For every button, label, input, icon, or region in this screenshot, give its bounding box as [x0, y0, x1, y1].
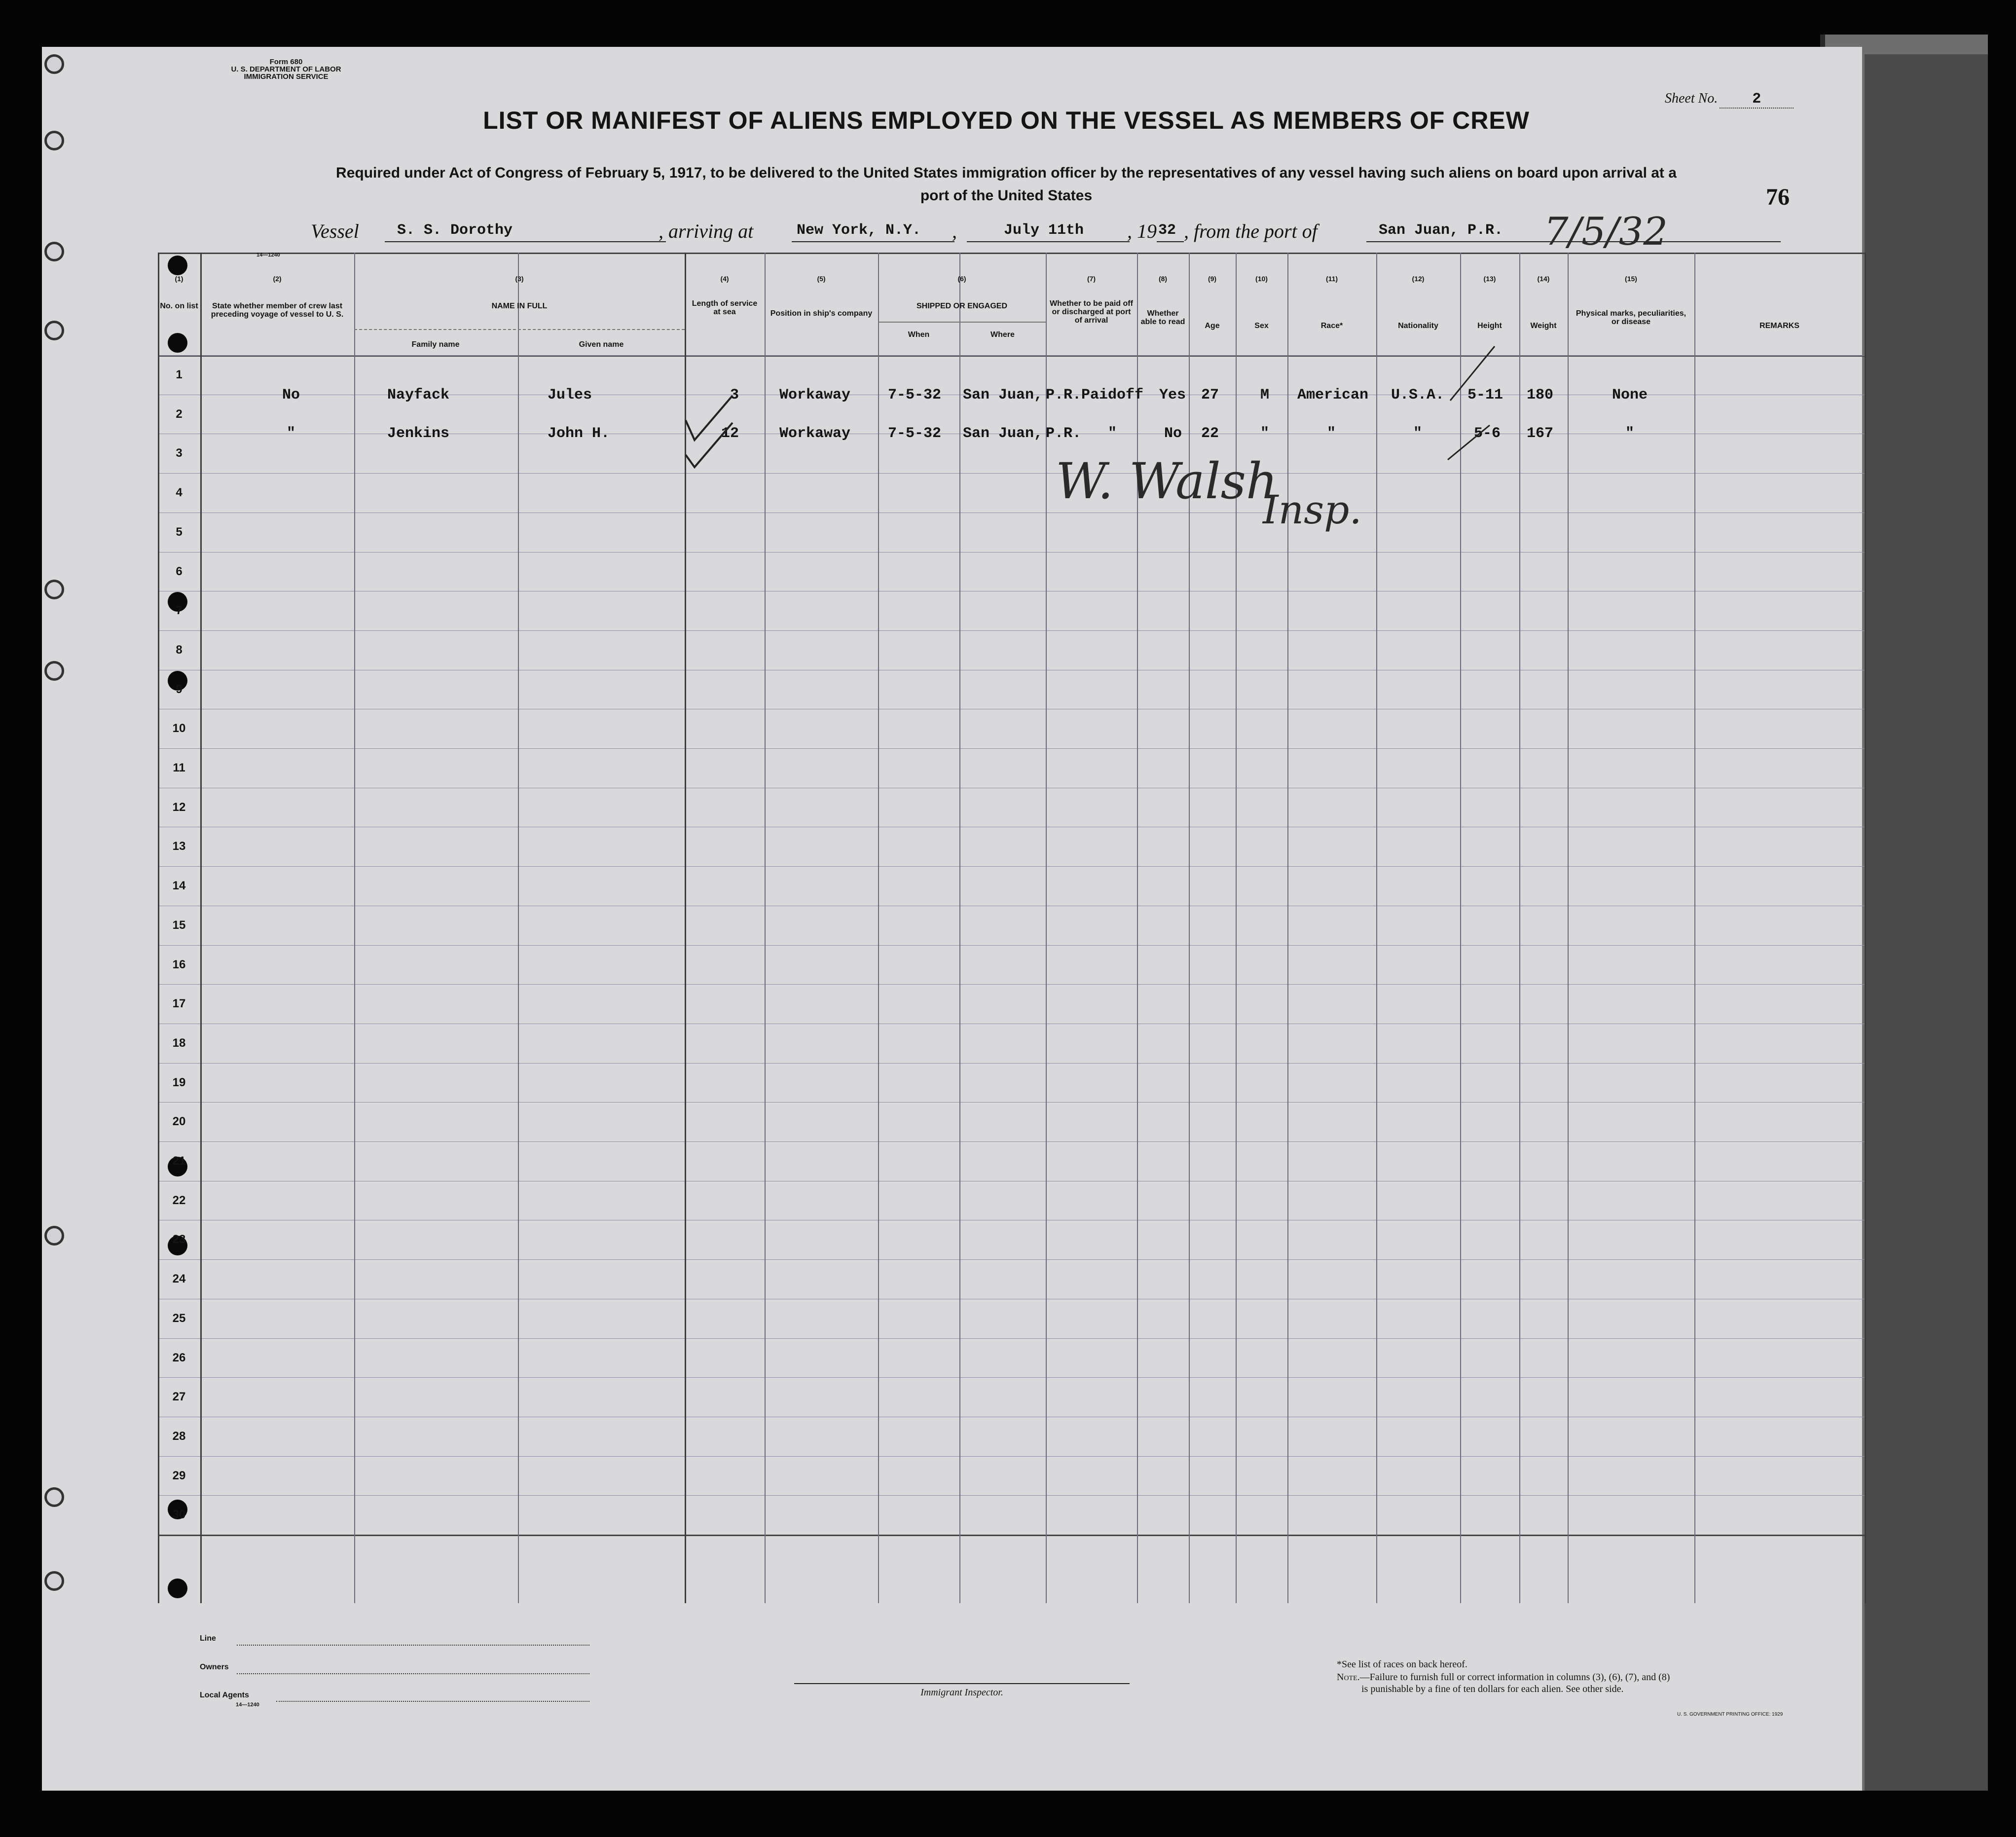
- col-num-5: (5): [817, 275, 826, 283]
- year-prefix: 19: [1137, 220, 1157, 242]
- row-rule: [158, 1456, 1865, 1457]
- from-port-label: , from the port of: [1184, 220, 1318, 242]
- binder-hole: [44, 1571, 64, 1591]
- col-header-remarks: REMARKS: [1759, 322, 1799, 330]
- row-number: 20: [172, 1115, 186, 1128]
- col-num-13: (13): [1483, 275, 1496, 283]
- col-num-8: (8): [1158, 275, 1168, 283]
- col-header-position: Position in ship's company: [770, 309, 873, 318]
- col-num-6: (6): [957, 275, 966, 283]
- row-2-family-name: Jenkins: [387, 425, 450, 442]
- footer-line-field: [200, 1634, 216, 1643]
- vessel-name-line: [385, 241, 666, 242]
- binder-hole: [44, 580, 64, 599]
- col-num-3: (3): [515, 275, 524, 283]
- row-number: 9: [176, 683, 183, 696]
- col-header-no-on-list: No. on list: [160, 302, 198, 310]
- immigrant-inspector-label: Immigrant Inspector.: [920, 1687, 1003, 1698]
- row-number: 2: [176, 407, 183, 421]
- row-1-race: American: [1297, 387, 1369, 404]
- row-1-nationality: U.S.A.: [1391, 387, 1445, 404]
- col-divider: [200, 253, 202, 1603]
- row-1-able-to-read: Yes: [1159, 387, 1186, 404]
- footer-owners-field: [200, 1663, 229, 1672]
- row-2-paid-off: P.R. ": [1046, 425, 1117, 442]
- row-number: 29: [172, 1469, 186, 1482]
- subtitle-line-1: Required under Act of Congress of February 5, 1917, to be delivered to the United States immigration officer by the representatives of any vessel having such aliens on board upon arrival at a: [336, 165, 1677, 181]
- col-num-4: (4): [720, 275, 729, 283]
- inspector-signature: W. Walsh: [1056, 452, 1278, 510]
- vessel-label: Vessel: [311, 220, 359, 242]
- row-1-length-of-service: 3: [730, 387, 739, 404]
- row-rule: [158, 945, 1865, 946]
- col-header-when: When: [908, 331, 930, 339]
- row-2-length-of-service: 12: [721, 425, 739, 442]
- binder-hole: [44, 54, 64, 74]
- year-value: 32: [1158, 222, 1176, 239]
- row-1-paid-off: P.R.Paidoff: [1046, 387, 1144, 404]
- row-2-shipped-where: San Juan,: [963, 425, 1043, 442]
- row-number: 21: [172, 1154, 186, 1168]
- table-top-rule: [158, 253, 1865, 254]
- row-number: 4: [176, 486, 183, 499]
- row-number: 30: [172, 1508, 186, 1521]
- col-header-paid-off: Whether to be paid off or discharged at port of arrival: [1050, 299, 1133, 325]
- arrival-date-line: [967, 241, 1130, 242]
- check-mark-icon: [1445, 341, 1500, 470]
- col-divider: [354, 253, 355, 1603]
- col-num-1: (1): [175, 275, 183, 283]
- page-stamp-number: 76: [1766, 184, 1790, 210]
- col-header-able-to-read: Whether able to read: [1140, 309, 1185, 326]
- binder-hole: [44, 242, 64, 261]
- check-mark-icon: [681, 322, 740, 470]
- footer-agents-field: [200, 1691, 249, 1700]
- row-number: 13: [172, 840, 186, 853]
- row-number: 6: [176, 565, 183, 578]
- row-1-shipped-where: San Juan,: [963, 387, 1043, 404]
- binder-hole: [44, 321, 64, 340]
- row-rule: [158, 630, 1865, 631]
- row-number: 15: [172, 918, 186, 932]
- row-number: 12: [172, 801, 186, 814]
- page-title: LIST OR MANIFEST OF ALIENS EMPLOYED ON THE VESSEL AS MEMBERS OF CREW: [483, 107, 1530, 134]
- vessel-line: [311, 210, 1791, 254]
- col-header-shipped-or-engaged: SHIPPED OR ENGAGED: [916, 302, 1008, 310]
- backing-sheet-edge: [1865, 54, 1988, 1791]
- row-number: 22: [172, 1194, 186, 1207]
- row-2-given-name: John H.: [548, 425, 610, 442]
- footer-agents-fill: [276, 1701, 589, 1702]
- row-2-position: Workaway: [779, 425, 851, 442]
- col-divider: [1376, 253, 1377, 1603]
- row-rule: [158, 1495, 1865, 1496]
- col-num-9: (9): [1208, 275, 1217, 283]
- row-number: 5: [176, 525, 183, 539]
- footer-agents-label: Local Agents: [200, 1691, 249, 1699]
- row-number: 16: [172, 958, 186, 971]
- col-header-where: Where: [990, 331, 1015, 339]
- col-num-14: (14): [1537, 275, 1550, 283]
- col-divider: [1694, 253, 1695, 1603]
- row-1-prev-voyage: No: [282, 387, 300, 404]
- sheet-number-value: 2: [1720, 91, 1794, 109]
- col-divider: [878, 253, 879, 1603]
- col-divider: [1046, 253, 1047, 1603]
- row-1-position: Workaway: [779, 387, 851, 404]
- footer-line-fill: [237, 1645, 589, 1646]
- row-number: 8: [176, 643, 183, 657]
- row-rule: [158, 355, 1865, 356]
- row-number: 10: [172, 722, 186, 735]
- col-divider: [1287, 253, 1288, 1603]
- col-header-length-of-service: Length of service at sea: [692, 299, 758, 316]
- arrival-port-line: [792, 241, 954, 242]
- col-header-given-name: Given name: [579, 340, 624, 349]
- footer-note: [1337, 1671, 1670, 1683]
- binder-hole: [44, 131, 64, 150]
- row-2-nationality: ": [1413, 425, 1423, 442]
- shipped-subheader-rule: [878, 322, 1046, 323]
- col-header-prev-voyage: State whether member of crew last preceding voyage of vessel to U. S.: [211, 302, 344, 319]
- row-2-physical-marks: ": [1625, 425, 1635, 442]
- inspector-title: Insp.: [1263, 487, 1362, 533]
- row-number: 3: [176, 446, 183, 460]
- binder-hole: [44, 661, 64, 681]
- page-subtitle: [207, 162, 1805, 207]
- row-rule: [158, 1377, 1865, 1378]
- year-separator: ,: [1127, 220, 1132, 242]
- row-1-age: 27: [1201, 387, 1219, 404]
- footer-note-2: is punishable by a fine of ten dollars for each alien. See other side.: [1361, 1684, 1624, 1694]
- printer-imprint: U. S. GOVERNMENT PRINTING OFFICE: 1929: [1677, 1712, 1783, 1717]
- row-1-sex: M: [1260, 387, 1270, 404]
- col-header-race: Race*: [1320, 322, 1343, 330]
- col-header-age: Age: [1205, 322, 1220, 330]
- footer-owners-fill: [237, 1673, 589, 1674]
- col-num-12: (12): [1412, 275, 1425, 283]
- col-header-name-in-full: NAME IN FULL: [491, 302, 548, 310]
- row-1-physical-marks: None: [1612, 387, 1648, 404]
- row-number: 14: [172, 879, 186, 892]
- row-number: 25: [172, 1312, 186, 1325]
- row-2-prev-voyage: ": [286, 425, 296, 442]
- col-header-sex: Sex: [1254, 322, 1269, 330]
- row-rule: [158, 1063, 1865, 1064]
- row-2-sex: ": [1260, 425, 1270, 442]
- row-number: 19: [172, 1076, 186, 1089]
- col-num-2: (2): [273, 275, 282, 283]
- inspector-signature-line: [794, 1683, 1130, 1684]
- col-divider: [518, 253, 519, 1603]
- row-rule: [158, 1535, 1865, 1536]
- row-number: 26: [172, 1351, 186, 1364]
- row-rule: [158, 984, 1865, 985]
- col-header-height: Height: [1477, 322, 1502, 330]
- row-rule: [158, 866, 1865, 867]
- year-line: [1157, 241, 1184, 242]
- row-number: 28: [172, 1430, 186, 1443]
- row-2-age: 22: [1201, 425, 1219, 442]
- col-num-7: (7): [1087, 275, 1096, 283]
- row-rule: [158, 748, 1865, 749]
- vessel-name: S. S. Dorothy: [397, 222, 513, 239]
- row-number: 1: [176, 368, 183, 381]
- sheet-number-label: Sheet No.: [1665, 91, 1718, 106]
- binder-hole: [44, 1226, 64, 1246]
- row-2-shipped-when: 7-5-32: [888, 425, 942, 442]
- binder-hole: [44, 1487, 64, 1507]
- row-1-weight: 180: [1527, 387, 1554, 404]
- row-number: 11: [173, 761, 185, 774]
- handwritten-date: 7/5/32: [1544, 210, 1668, 254]
- footer-line-label: Line: [200, 1634, 216, 1643]
- row-rule: [158, 1338, 1865, 1339]
- footer-note-text: —Failure to furnish full or correct information in columns (3), (6), (7), and (8): [1359, 1672, 1670, 1683]
- name-subheader-rule: [354, 329, 685, 330]
- col-divider: [959, 253, 960, 1603]
- row-number: 24: [172, 1272, 186, 1286]
- form-code: 14—1240: [257, 252, 280, 258]
- arrival-port: New York, N.Y.: [797, 222, 921, 239]
- row-number: 17: [172, 997, 186, 1010]
- row-number: 27: [172, 1390, 186, 1403]
- row-rule: [158, 1259, 1865, 1260]
- arrival-date: July 11th: [1004, 222, 1084, 239]
- col-num-15: (15): [1625, 275, 1637, 283]
- col-header-family-name: Family name: [411, 340, 460, 349]
- col-divider: [1568, 253, 1569, 1603]
- col-num-10: (10): [1255, 275, 1268, 283]
- col-num-11: (11): [1325, 275, 1338, 283]
- form-header-block: [212, 58, 360, 80]
- subtitle-line-2: port of the United States: [920, 187, 1093, 204]
- row-1-given-name: Jules: [548, 387, 592, 404]
- row-number: 7: [176, 604, 183, 617]
- footer-note-label: Note.: [1337, 1672, 1360, 1683]
- races-footnote: *See list of races on back hereof.: [1337, 1659, 1467, 1670]
- col-header-physical-marks: Physical marks, peculiarities, or disease: [1576, 309, 1686, 326]
- footer-agents-code: 14—1240: [236, 1702, 259, 1708]
- row-rule: [158, 1141, 1865, 1142]
- col-divider: [1865, 253, 1866, 1603]
- row-number: 23: [172, 1233, 186, 1246]
- col-divider: [765, 253, 766, 1603]
- date-separator: ,: [952, 220, 957, 242]
- row-2-weight: 167: [1527, 425, 1554, 442]
- col-header-weight: Weight: [1530, 322, 1557, 330]
- col-header-nationality: Nationality: [1398, 322, 1438, 330]
- row-2-height: 5-6: [1474, 425, 1501, 442]
- row-1-shipped-when: 7-5-32: [888, 387, 942, 404]
- departure-port: San Juan, P.R.: [1379, 222, 1503, 239]
- row-2-able-to-read: No: [1164, 425, 1182, 442]
- department-name: U. S. DEPARTMENT OF LABOR: [231, 65, 341, 73]
- row-rule: [158, 473, 1865, 474]
- row-1-family-name: Nayfack: [387, 387, 450, 404]
- crew-manifest-table: [158, 253, 1865, 1603]
- form-number: Form 680: [269, 58, 303, 66]
- col-divider: [1519, 253, 1520, 1603]
- row-2-race: ": [1327, 425, 1336, 442]
- row-number: 18: [172, 1036, 186, 1050]
- arriving-label: , arriving at: [659, 220, 754, 242]
- row-1-height: 5-11: [1467, 387, 1503, 404]
- service-name: IMMIGRATION SERVICE: [244, 73, 329, 81]
- footer-owners-label: Owners: [200, 1663, 229, 1671]
